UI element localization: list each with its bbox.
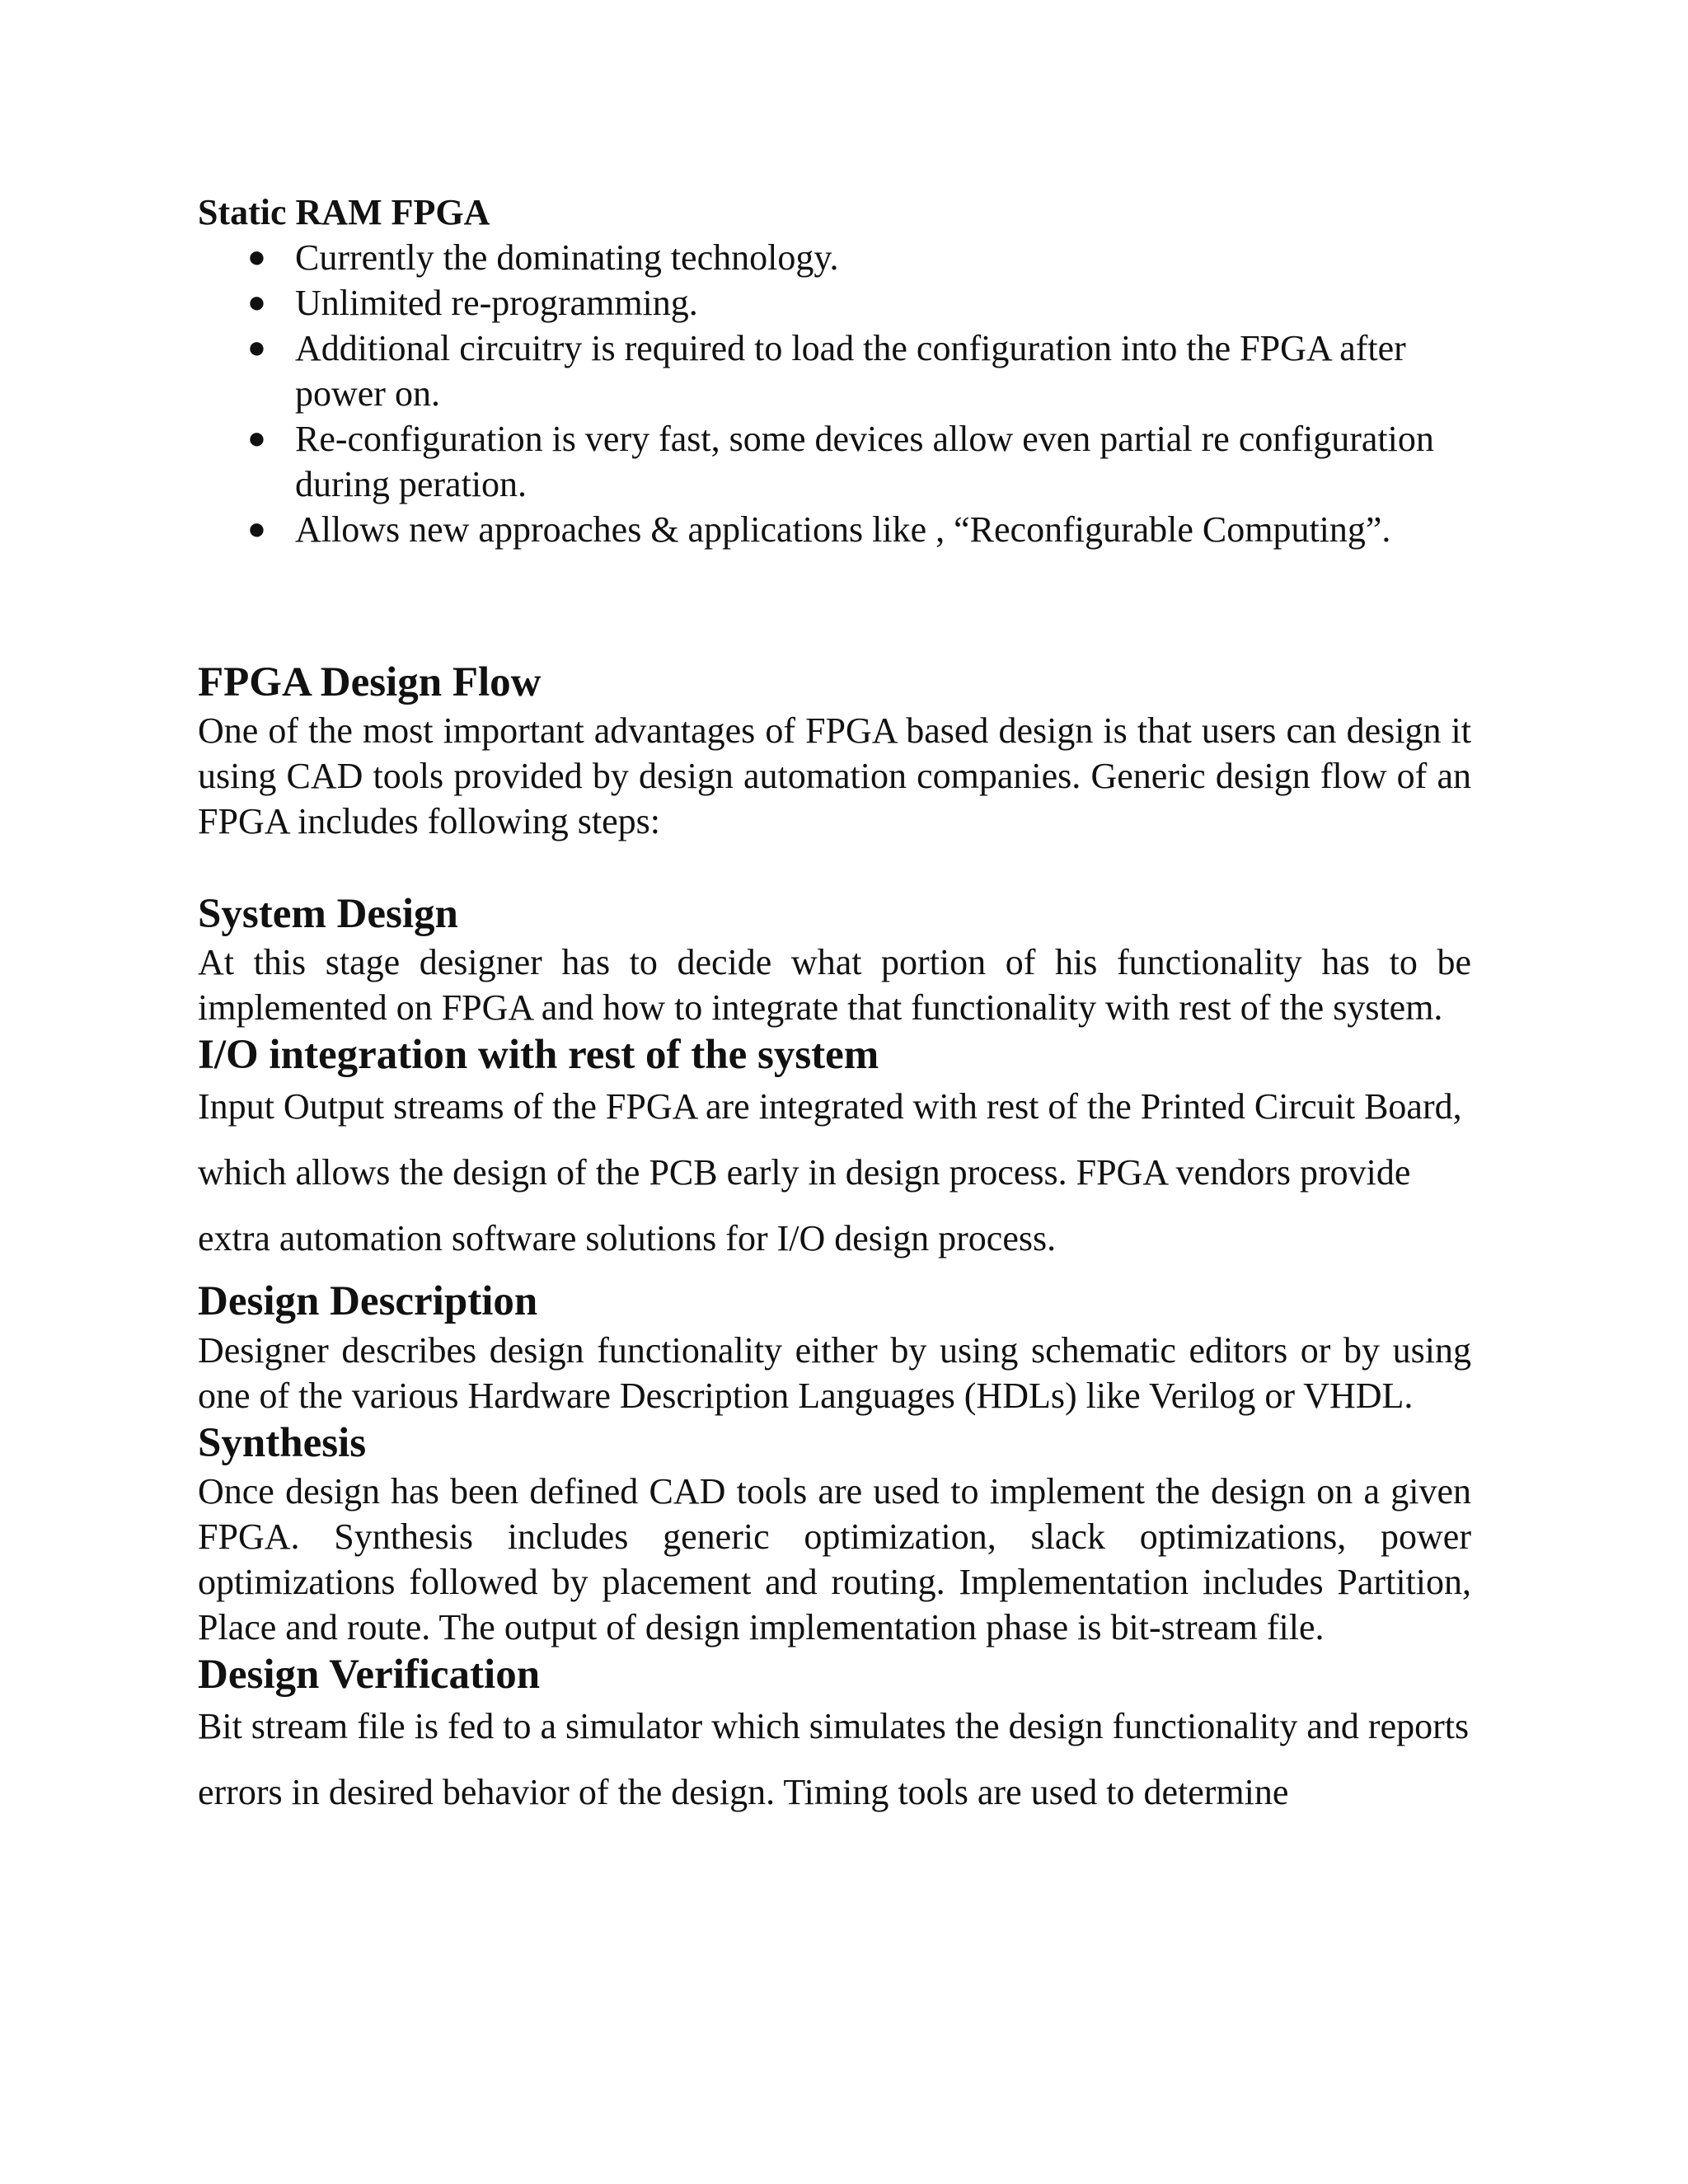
list-item — [198, 507, 1471, 552]
list-item — [198, 235, 1471, 280]
paragraph-design-verification: Bit stream file is fed to a simulator which simulates the design functionality and reports errors in desired behavior of the design. Timing tools are used to determine — [198, 1705, 1470, 1812]
section-heading-design-description: Design Description — [198, 1278, 538, 1325]
list-item-text: Allows new approaches & applications like , “Reconfigurable Computing”. — [295, 509, 1391, 550]
bullet-icon: ● — [247, 284, 266, 320]
section-heading-io-integration: I/O integration with rest of the system — [198, 1032, 879, 1079]
bullet-icon: ● — [247, 330, 266, 365]
list-item-text: Re-configuration is very fast, some devices allow even partial re configuration during peration. — [295, 418, 1434, 504]
paragraph-synthesis: Once design has been defined CAD tools are used to implement the design on a given FPGA. Synthesis includes generic optimization, slack optimizations, power optimizations followed by placement and routing. Implementation includes Partition, Place and route. The output of design implementation phase is bit-stream file. — [198, 1470, 1471, 1647]
list-item — [198, 326, 1471, 416]
list-item — [198, 416, 1471, 507]
list-item-text: Unlimited re-programming. — [295, 282, 698, 323]
paragraph-design-flow: One of the most important advantages of FPGA based design is that users can design it using CAD tools provided by design automation companies. Generic design flow of an FPGA includes following steps: — [198, 710, 1471, 841]
bullet-icon: ● — [247, 511, 266, 546]
list-item-text: Additional circuitry is required to load the configuration into the FPGA after power on. — [295, 327, 1406, 414]
paragraph-system-design: At this stage designer has to decide what portion of his functionality has to be implemented on FPGA and how to integrate that functionality with rest of the system. — [198, 942, 1471, 1029]
bullet-icon: ● — [247, 239, 266, 274]
section-heading-system-design: System Design — [198, 890, 458, 937]
section-heading-static-ram: Static RAM FPGA — [198, 192, 490, 232]
static-ram-bullet-list — [198, 235, 1471, 552]
page-content — [198, 191, 1471, 1825]
bullet-icon: ● — [247, 420, 266, 456]
list-item — [198, 280, 1471, 326]
paragraph-design-description: Designer describes design functionality either by using schematic editors or by using one of the various Hardware Description Languages (HDLs) like Verilog or VHDL. — [198, 1329, 1471, 1416]
list-item-text: Currently the dominating technology. — [295, 237, 839, 278]
paragraph-io-integration: Input Output streams of the FPGA are integrated with rest of the Printed Circuit Board, which allows the design of the PCB early in design process. FPGA vendors provide extra automation software solutions for I/O design process. — [198, 1086, 1462, 1259]
section-heading-design-flow: FPGA Design Flow — [198, 658, 542, 705]
section-heading-design-verification: Design Verification — [198, 1651, 541, 1698]
section-heading-synthesis: Synthesis — [198, 1419, 367, 1466]
